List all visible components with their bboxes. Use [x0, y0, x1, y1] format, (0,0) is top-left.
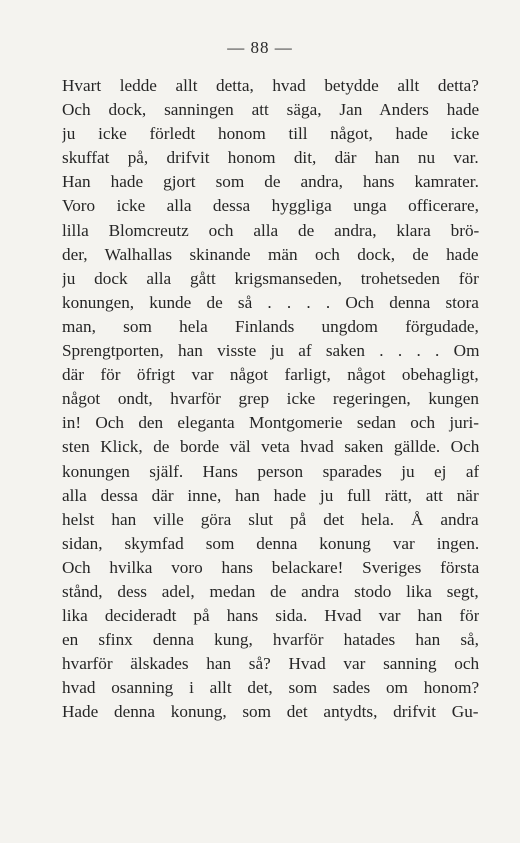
text-line: hvad osanning i allt det, som sades om honom? — [62, 678, 479, 698]
text-line: Och dock, sanningen att säga, Jan Anders hade — [62, 100, 479, 120]
text-line: Han hade gjort som de andra, hans kamrater. — [62, 172, 479, 192]
text-line: lika decideradt på hans sida. Hvad var han för — [62, 606, 479, 626]
text-line: Hvart ledde allt detta, hvad betydde allt detta? — [62, 76, 479, 95]
text-line: en sfinx denna kung, hvarför hatades han så, — [62, 630, 479, 650]
text-line: helst han ville göra slut på det hela. Å andra — [62, 509, 479, 529]
text-line: Sprengtporten, han visste ju af saken . . . . Om — [62, 341, 479, 361]
text-line: hvarför älskades han så? Hvad var sanning och — [62, 654, 479, 674]
text-line: Hade denna konung, som det antydts, drifvit Gu- — [62, 702, 479, 722]
text-line: konungen själf. Hans person sparades ju ej af — [62, 461, 479, 481]
text-line: in! Och den eleganta Montgomerie sedan och juri- — [62, 413, 479, 433]
text-line: sten Klick, de borde väl veta hvad saken gällde. Och — [62, 437, 479, 457]
text-line: ju icke förledt honom till något, hade icke — [62, 124, 479, 144]
text-line: alla dessa där inne, han hade ju full rätt, att när — [62, 485, 479, 505]
text-line: sidan, skymfad som denna konung var ingen. — [62, 533, 479, 553]
text-line: lilla Blomcreutz och alla de andra, klara brö- — [62, 220, 479, 240]
text-line: där för öfrigt var något farligt, något obehagligt, — [62, 365, 479, 385]
text-line: Och hvilka voro hans belackare! Sveriges första — [62, 557, 479, 577]
text-line: konungen, kunde de så . . . . Och denna stora — [62, 292, 479, 312]
text-line: skuffat på, drifvit honom dit, där han nu var. — [62, 148, 479, 168]
text-line: man, som hela Finlands ungdom förgudade, — [62, 316, 479, 336]
body-text — [62, 74, 479, 725]
text-line: der, Walhallas skinande män och dock, de hade — [62, 244, 479, 264]
text-line: något ondt, hvarför grep icke regeringen, kungen — [62, 389, 479, 409]
text-line: stånd, dess adel, medan de andra stodo lika segt, — [62, 581, 479, 601]
text-line: ju dock alla gått krigsmanseden, trohetseden för — [62, 268, 479, 288]
page-number: — 88 — — [227, 38, 293, 57]
text-line: Voro icke alla dessa hyggliga unga officerare, — [62, 196, 479, 216]
